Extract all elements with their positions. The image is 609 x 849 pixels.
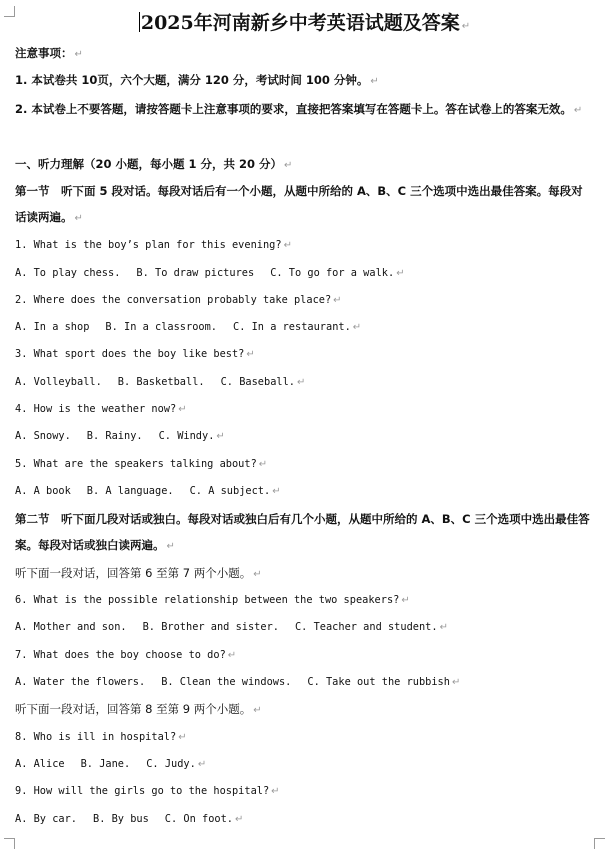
paragraph-mark: ↵ [227, 650, 237, 661]
option-a: A. To play chess. [15, 267, 121, 279]
option-a: A. By car. [15, 813, 77, 825]
question: 4. How is the weather now? ↵ [15, 403, 187, 415]
answer-options [15, 317, 361, 338]
paragraph-mark: ↵ [258, 459, 268, 470]
option-b: B. A language. [86, 485, 174, 497]
option-a: A. Snowy. [15, 430, 71, 442]
option-a: A. Mother and son. [15, 621, 127, 633]
question: 5. What are the speakers talking about? ↵ [15, 458, 268, 470]
option-b: B. By bus [93, 813, 149, 825]
question: 3. What sport does the boy like best? ↵ [15, 348, 255, 360]
option-b: B. To draw pictures [136, 267, 255, 279]
option-b: B. Rainy. [86, 430, 143, 442]
paragraph-mark: ↵ [451, 677, 461, 688]
option-b: B. Jane. [80, 758, 131, 770]
paragraph-mark: ↵ [573, 105, 583, 116]
option-c: C. Teacher and student. [294, 621, 438, 633]
question: 2. Where does the conversation probably take place? ↵ [15, 294, 342, 306]
option-a: A. Alice [15, 758, 65, 770]
paragraph-mark: ↵ [283, 240, 292, 251]
page-corner-mark [4, 838, 15, 849]
paragraph-mark: ↵ [297, 377, 306, 388]
option-c: C. To go for a walk. [270, 267, 395, 279]
paragraph-mark: ↵ [439, 622, 448, 633]
question: 1. What is the boy’s plan for this evening? ↵ [15, 239, 292, 251]
option-a: A. A book [15, 485, 71, 497]
answer-options [15, 617, 448, 638]
paragraph-mark: ↵ [74, 213, 83, 224]
option-c: C. A subject. [189, 485, 271, 497]
paragraph-mark: ↵ [253, 705, 262, 716]
option-b: B. Clean the windows. [161, 676, 292, 688]
paragraph-mark: ↵ [271, 786, 280, 797]
part-heading: 一、听力理解（20 小题，每小题 1 分，共 20 分） ↵ [15, 157, 293, 171]
page-corner-mark [594, 838, 605, 849]
option-b: B. Brother and sister. [142, 621, 279, 633]
notice-item: 2. 本试卷上不要答题，请按答题卡上注意事项的要求，直接把答案填写在答题卡上。答在试卷上的答案无效。 ↵ [15, 102, 583, 116]
option-c: C. Take out the rubbish [307, 676, 450, 688]
paragraph-mark: ↵ [352, 322, 362, 333]
answer-options [15, 481, 281, 502]
answer-options [15, 263, 405, 284]
paragraph-mark: ↵ [272, 486, 281, 497]
paragraph-mark: ↵ [333, 295, 342, 306]
paragraph-mark: ↵ [74, 49, 83, 60]
option-b: B. In a classroom. [105, 321, 217, 333]
paragraph-mark: ↵ [461, 21, 471, 32]
option-a: A. In a shop [15, 321, 90, 333]
question: 8. Who is ill in hospital? ↵ [15, 731, 187, 743]
question: 9. How will the girls go to the hospital? ↵ [15, 785, 280, 797]
answer-options [15, 809, 243, 830]
notice-item: 1. 本试卷共 10页，六个大题，满分 120 分，考试时间 100 分钟。 ↵ [15, 73, 379, 87]
answer-options [15, 372, 305, 393]
notice-heading: 注意事项： ↵ [15, 46, 83, 60]
question: 6. What is the possible relationship between the two speakers? ↵ [15, 594, 410, 606]
document-title[interactable]: 2025年河南新乡中考英语试题及答案 ↵ [140, 12, 471, 34]
paragraph-mark: ↵ [216, 431, 225, 442]
paragraph-mark: ↵ [396, 268, 405, 279]
section-heading: 第二节 听下面几段对话或独白。每段对话或独白后有几个小题，从题中所给的 A、B、C 三个选项中选出最佳答案。每段对话或独白读两遍。 ↵ [15, 512, 590, 552]
paragraph-mark: ↵ [253, 569, 262, 580]
option-c: C. Baseball. [220, 376, 295, 388]
option-b: B. Basketball. [117, 376, 205, 388]
answer-options [15, 426, 225, 447]
paragraph-mark: ↵ [246, 349, 255, 360]
answer-options [15, 754, 206, 775]
option-c: C. In a restaurant. [233, 321, 351, 333]
paragraph-mark: ↵ [166, 541, 175, 552]
answer-options [15, 672, 460, 693]
section-heading: 第一节 听下面 5 段对话。每段对话后有一个小题，从题中所给的 A、B、C 三个选项中选出最佳答案。每段对话读两遍。 ↵ [15, 184, 583, 224]
option-a: A. Volleyball. [15, 376, 102, 388]
listening-instruction: 听下面一段对话，回答第 6 至第 7 两个小题。 ↵ [15, 566, 262, 580]
paragraph-mark: ↵ [197, 759, 207, 770]
paragraph-mark: ↵ [284, 160, 293, 171]
text-cursor [139, 12, 140, 32]
option-c: C. Windy. [158, 430, 215, 442]
option-a: A. Water the flowers. [15, 676, 146, 688]
paragraph-mark: ↵ [401, 595, 410, 606]
question: 7. What does the boy choose to do? ↵ [15, 649, 237, 661]
paragraph-mark: ↵ [178, 404, 187, 415]
paragraph-mark: ↵ [235, 814, 244, 825]
paragraph-mark: ↵ [370, 76, 379, 87]
option-c: C. On foot. [164, 813, 233, 825]
listening-instruction: 听下面一段对话，回答第 8 至第 9 两个小题。 ↵ [15, 702, 262, 716]
paragraph-mark: ↵ [178, 732, 187, 743]
option-c: C. Judy. [146, 758, 196, 770]
